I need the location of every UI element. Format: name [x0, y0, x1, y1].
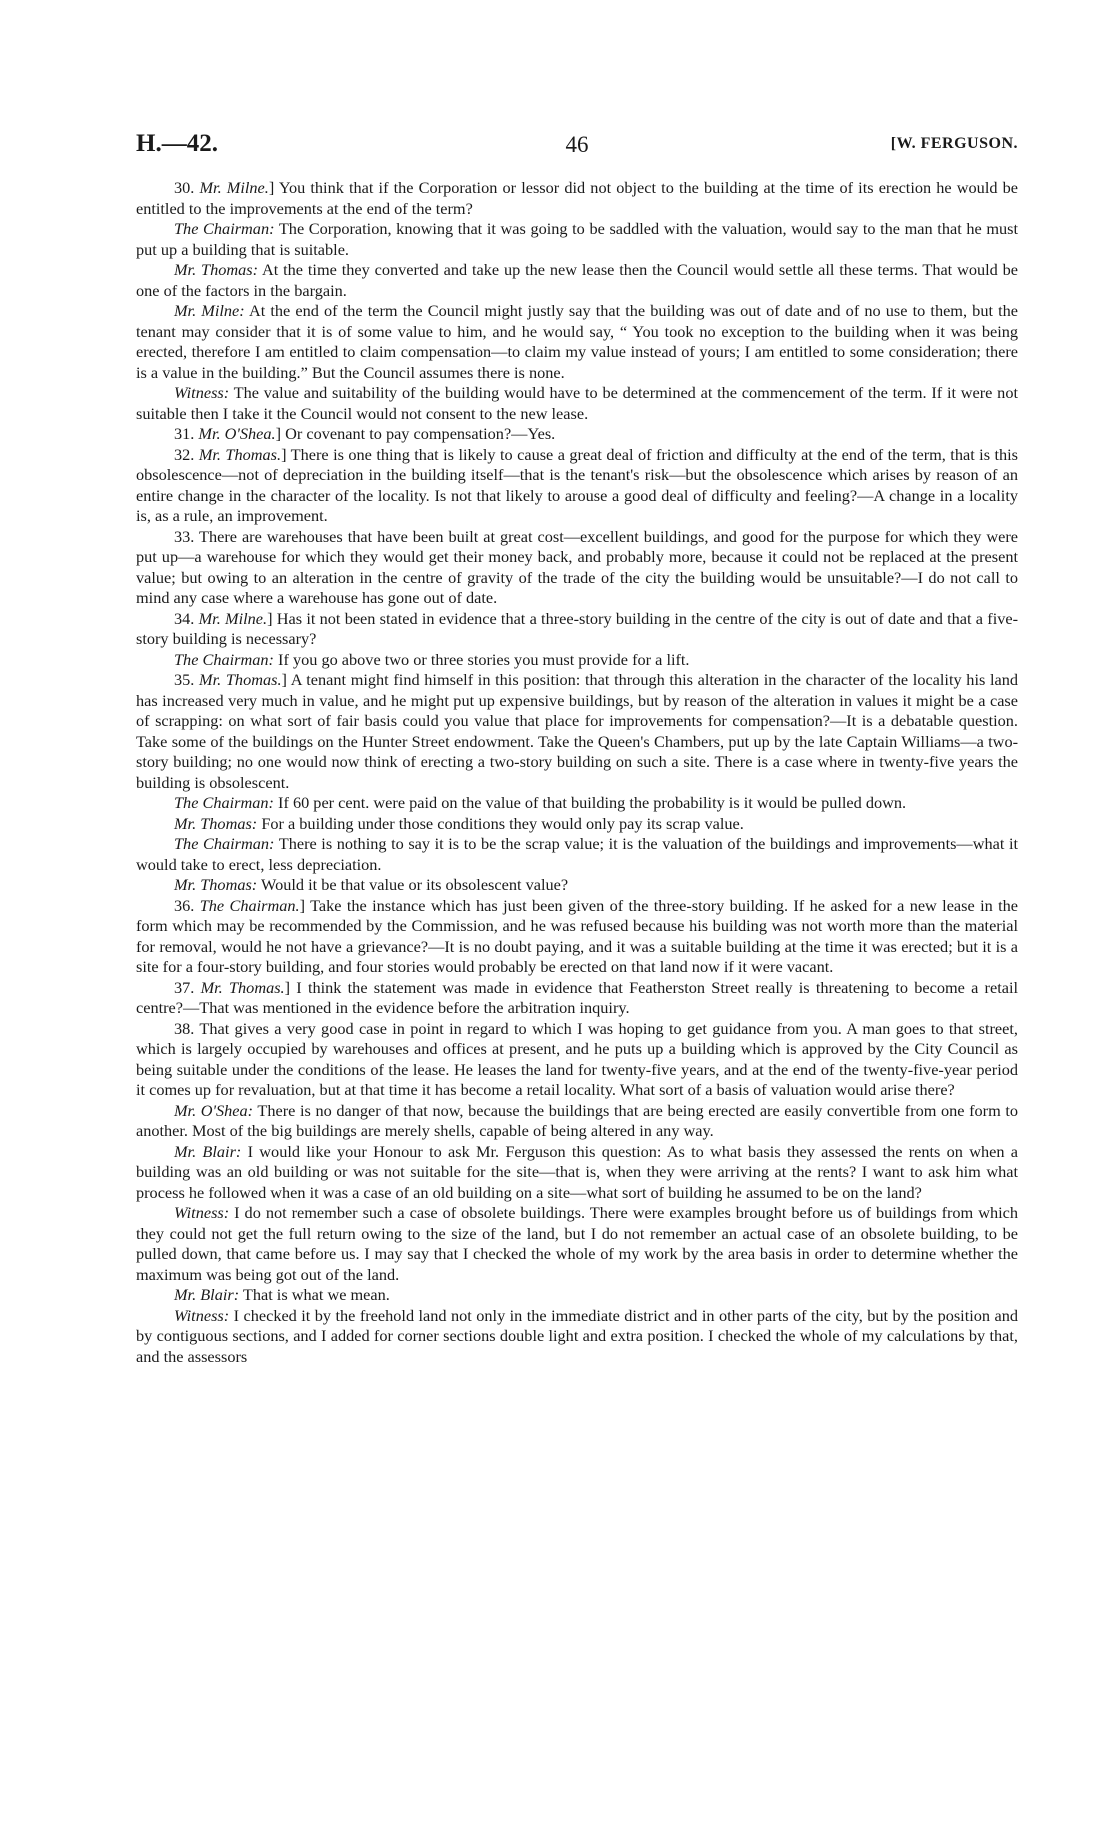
speaker-name: Witness: [174, 1305, 230, 1325]
page-header [136, 130, 1018, 166]
paragraph [136, 834, 1018, 875]
paragraph [136, 1285, 1018, 1306]
paragraph [136, 793, 1018, 814]
paragraph [136, 219, 1018, 260]
paragraph [136, 424, 1018, 445]
paragraph-text: You think that if the Corporation or lessor did not object to the building at the time of its erection he would be entitled to the improvements at the end of the term? [136, 178, 1018, 218]
paragraph [136, 383, 1018, 424]
paragraph-text: If you go above two or three stories you must provide for a lift. [278, 649, 690, 669]
paragraph-number: 36. [174, 895, 200, 915]
paragraph-text: That gives a very good case in point in regard to which I was hoping to get guidance from you. A man goes to that street, which is largely occupied by warehouses and offices at present, and he puts up a building which is approved by the City Council as being suitable under the conditions of the lease. He leases the land for twenty-five years, and at the end of the twenty-five-year period it comes up for revaluation, but at that time it has become a retail locality. What sort of a basis of valuation would arise there? [136, 1018, 1018, 1099]
speaker-separator: ] [281, 670, 291, 689]
paragraph [136, 670, 1018, 793]
paragraph-text: Has it not been stated in evidence that a three-story building in the centre of the city is out of date and that a five-story building is necessary? [136, 608, 1019, 648]
speaker-name: Mr. Thomas. [200, 977, 285, 997]
paragraph-number: 33. [174, 526, 200, 546]
speaker-name: Mr. Thomas: [174, 260, 259, 279]
speaker-name: The Chairman. [199, 895, 300, 915]
speaker-separator: ] [275, 424, 286, 443]
speaker-name: Mr. Thomas: [174, 875, 258, 894]
paragraph [136, 527, 1018, 609]
paragraph-text: At the time they converted and take up the new lease then the Council would settle all these terms. That would be one of the factors in the bargain. [136, 260, 1019, 300]
paragraph-text: There is no danger of that now, because the buildings that are being erected are easily convertible from one form to another. Most of the big buildings are merely shells, capable of being altered in any way. [136, 1100, 1019, 1140]
speaker-name: Mr. Thomas. [198, 444, 282, 464]
paragraph-text: I checked it by the freehold land not only in the immediate district and in other parts of the city, but by the position and by contiguous sections, and I added for corner sections double light and extra position. I checked the whole of my calculations by that, and the assessors [136, 1305, 1018, 1366]
report-reference: H.—42. [136, 130, 218, 157]
paragraph [136, 260, 1018, 301]
speaker-name: Mr. Thomas. [199, 670, 282, 689]
paragraph-text: Would it be that value or its obsolescent value? [261, 875, 569, 894]
speaker-name: Witness: [174, 1203, 230, 1222]
speaker-name: Mr. O'Shea. [198, 424, 276, 443]
paragraph [136, 178, 1018, 219]
page-number: 46 [565, 132, 589, 157]
speaker-separator: ] [281, 444, 291, 464]
paragraph-number: 30. [174, 178, 200, 197]
speaker-separator: ] [267, 608, 277, 628]
speaker-name: Mr. Thomas: [174, 813, 258, 833]
paragraph-number: 37. [174, 977, 201, 997]
speaker-name: Mr. Blair: [174, 1285, 240, 1304]
speaker-name: Mr. Milne: [174, 301, 245, 320]
paragraph-text: The value and suitability of the building would have to be determined at the commencement of the term. If it were not suitable then I take it the Council would not consent to the new lease. [136, 383, 1018, 423]
paragraph-text: For a building under those conditions they would only pay its scrap value. [261, 813, 744, 833]
speaker-name: Mr. Milne. [199, 178, 269, 197]
paragraph-text: I think the statement was made in evidence that Featherston Street really is threatening to become a retail centre?—That was mentioned in the evidence before the arbitration inquiry. [136, 977, 1018, 1017]
paragraph [136, 875, 1018, 896]
speaker-separator: ] [284, 977, 297, 997]
speaker-name: Mr. O'Shea: [174, 1100, 254, 1120]
paragraph [136, 896, 1018, 978]
paragraph-text: There are warehouses that have been built at great cost—excellent buildings, and good for the purpose for which they were put up—a warehouse for which they would get their money back, and probably more, because it could not be replaced at the present value; but owing to an alteration in the centre of gravity of the trade of the city the building would be unsuitable?—I do not call to mind any case where a warehouse has gone out of date. [136, 526, 1018, 607]
paragraph-text: Or covenant to pay compensation?—Yes. [285, 424, 556, 443]
paragraph-number: 34. [174, 608, 199, 628]
paragraph [136, 1203, 1018, 1285]
paragraph-number: 35. [174, 670, 200, 689]
paragraph-text: Take the instance which has just been given of the three-story building. If he asked for a new lease in the form which may be recommended by the Commission, and he was refused because his building was not worth more than the material for removal, would he not have a grievance?—It is no doubt paying, and it was a suitable building at the time it was erected; but it is a site for a four-story building, and four stories would probably be erected on that land now if it were vacant. [136, 895, 1018, 976]
witness-name: [W. FERGUSON. [890, 135, 1018, 152]
speaker-name: Witness: [174, 383, 230, 402]
paragraph-number: 31. [174, 424, 199, 443]
body-text [136, 178, 1018, 1367]
paragraph [136, 650, 1018, 671]
speaker-name: The Chairman: [174, 793, 274, 812]
speaker-separator: ] [299, 895, 311, 915]
paragraph [136, 978, 1018, 1019]
paragraph [136, 1019, 1018, 1101]
paragraph [136, 301, 1018, 383]
paragraph [136, 1306, 1018, 1368]
paragraph [136, 609, 1018, 650]
paragraph-text: The Corporation, knowing that it was going to be saddled with the valuation, would say to the man that he must put up a building that is suitable. [136, 219, 1018, 259]
paragraph [136, 1142, 1018, 1204]
paragraph-text: If 60 per cent. were paid on the value of that building the probability is it would be pulled down. [278, 793, 907, 812]
paragraph-number: 38. [174, 1018, 200, 1038]
speaker-name: The Chairman: [174, 834, 275, 853]
paragraph [136, 814, 1018, 835]
paragraph-text: There is nothing to say it is to be the scrap value; it is the valuation of the buildings and improvements—what it would take to erect, less depreciation. [136, 834, 1018, 874]
paragraph-text: There is one thing that is likely to cause a great deal of friction and difficulty at the end of the term, that is this obsolescence—not of depreciation in the building itself—that is the tenant's risk—but the obsolescence which arises by reason of an entire change in the character of the locality. Is not that likely to arouse a good deal of difficulty and feeling?—A change in a locality is, as a rule, an improvement. [136, 444, 1019, 525]
speaker-name: The Chairman: [174, 649, 274, 669]
paragraph-text: I do not remember such a case of obsolete buildings. There were examples brought before us of buildings from which they could not get the full return owing to the size of the land, but I do not remember an actual case of an obsolete building, to be pulled down, that came before us. I may say that I checked the whole of my work by the area basis in order to determine whether the maximum was being got out of the land. [136, 1203, 1018, 1284]
paragraph-number: 32. [174, 444, 199, 464]
paragraph-text: A tenant might find himself in this position: that through this alteration in the character of the locality his land has increased very much in value, and he might put up expensive buildings, but by reason of the alteration in values it might be a case of scrapping: on what sort of fair basis could you value that place for improvements for compensation?—It is a debatable question. Take some of the buildings on the Hunter Street endowment. Take the Queen's Chambers, put up by the late Captain Williams—a two-story building; no one would now think of erecting a two-story building on such a site. There is a case where in twenty-five years the building is obsolescent. [136, 670, 1019, 792]
speaker-name: The Chairman: [174, 219, 275, 238]
speaker-name: Mr. Blair: [174, 1141, 242, 1161]
paragraph-text: At the end of the term the Council might justly say that the building was out of date and of no use to them, but the tenant may consider that it is of some value to him, and he would say, “ You took no exception to the building when it was being erected, therefore I am entitled to claim compensation—to claim my value instead of yours; I am entitled to some consideration; there is a value in the building.” But the Council assumes there is none. [136, 301, 1019, 382]
speaker-name: Mr. Milne. [198, 608, 268, 628]
paragraph [136, 445, 1018, 527]
speaker-separator: ] [268, 178, 279, 197]
paragraph-text: I would like your Honour to ask Mr. Ferguson this question: As to what basis they assessed the rents on when a building was an old building or was not suitable for the site—that is, when they were arriving at the rents? I want to ask him what process he followed when it was a case of an old building on a site—what sort of building he assumed to be on the land? [136, 1141, 1018, 1202]
paragraph [136, 1101, 1018, 1142]
paragraph-text: That is what we mean. [242, 1285, 390, 1304]
